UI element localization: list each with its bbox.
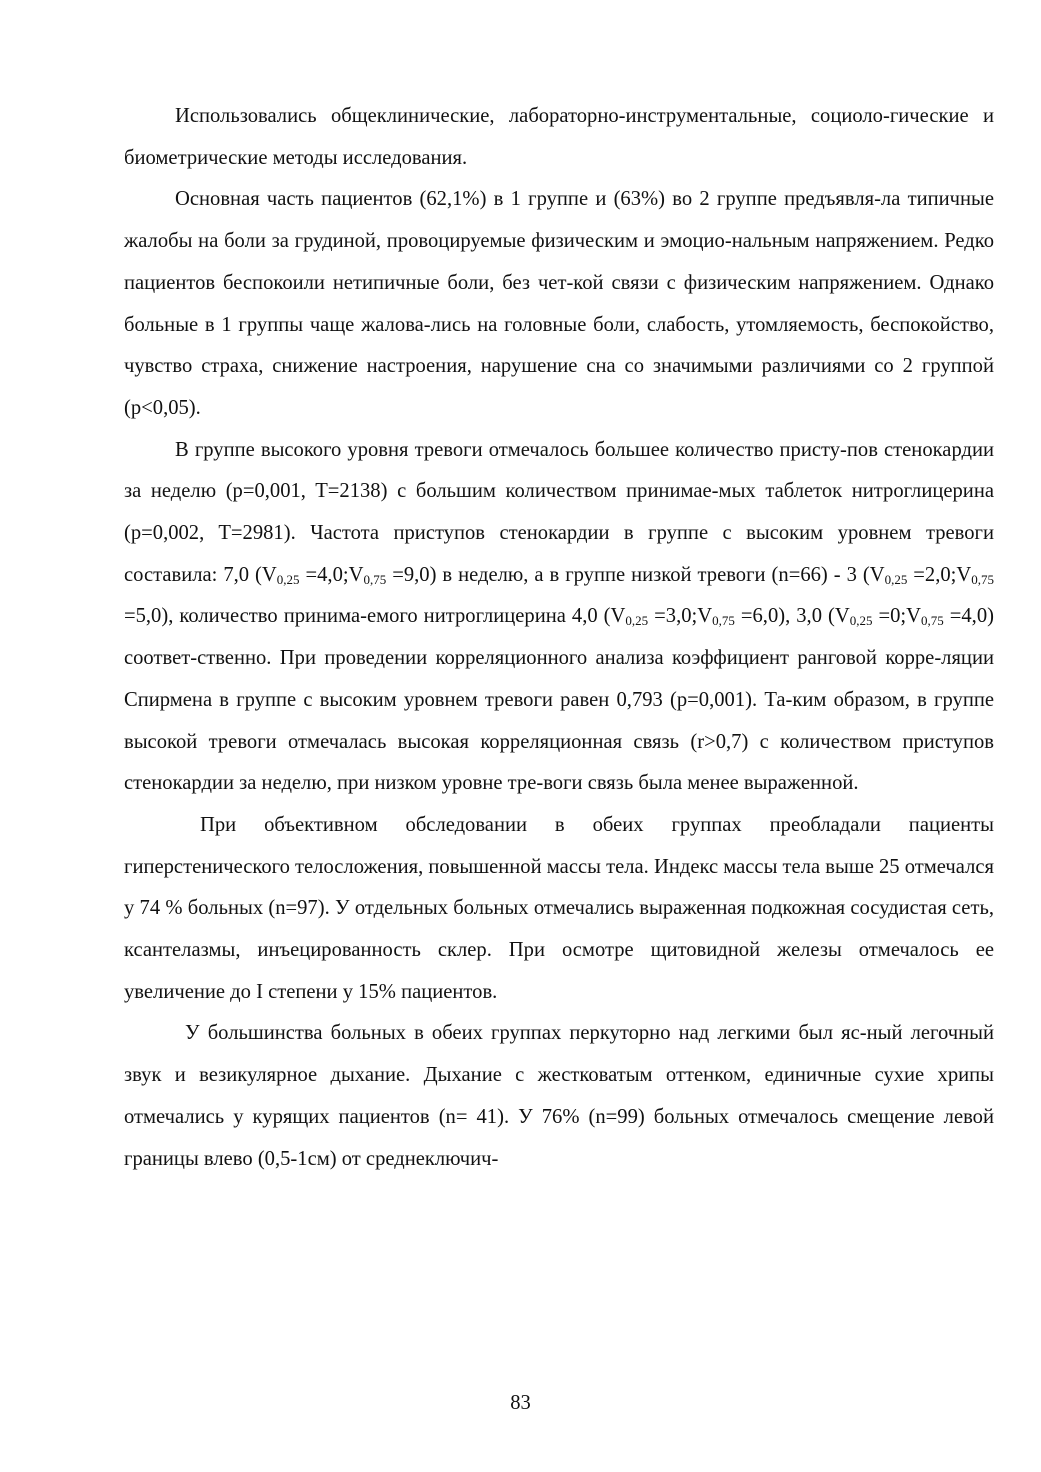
body-text xyxy=(124,96,994,1180)
paragraph-methods: Использовались общеклинические, лабораторно-инструментальные, социоло-гические и биометрические методы исследования. xyxy=(124,105,994,169)
paragraph-lungs: У большинства больных в обеих группах перкуторно над легкими был яс-ный легочный звук и везикулярное дыхание. Дыхание с жестковатым оттенком, единичные сухие хрипы отмечались у курящих пациентов (n= 41). У 76% (n=99) больных отмечалось смещение левой границы влево (0,5-1см) от среднеключич- xyxy=(124,1022,994,1170)
paragraph-objective-exam: При объективном обследовании в обеих группах преобладали пациенты гиперстенического телосложения, повышенной массы тела. Индекс массы тела выше 25 отмечался у 74 % больных (n=97). У отдельных больных отмечались выраженная подкожная сосудистая сеть, ксантелазмы, инъецированность склер. При осмотре щитовидной железы отмечалось ее увеличение до I степени у 15% пациентов. xyxy=(124,813,994,1003)
paragraph-anxiety-angina: В группе высокого уровня тревоги отмечалось большее количество присту-пов стенокардии за неделю (p=0,001, T=2138) с большим количеством принимае-мых таблеток нитроглицерина (p=0,002, T=2981). Частота приступов стенокардии в группе с высоким уровнем тревоги составила: 7,0 ($V_{0,25}$ $=4,0;V_{0,75} =9,0$) в неделю, а в группе низкой тревоги (n=66) - 3 ($V_{0,25}$ $=2,0;V_{0,75} =5,0$), количество принима-емого нитроглицерина 4,0 ($V_{0,25}$ $=3,0;V_{0,75} =6,0$), 3,0 ($V_{0,25}$ $=0;V_{0,75} =4,0$) соответ-ственно. При проведении корреляционного анализа коэффициент ранговой корре-ляции Спирмена в группе с высоким уровнем тревоги равен 0,793 (p=0,001). Та-ким образом, в группе высокой тревоги отмечалась высокая корреляционная связь (r>0,7) с количеством приступов стенокардии за неделю, при низком уровне тре-воги связь была менее выраженной. xyxy=(124,438,995,795)
paragraph-complaints: Основная часть пациентов (62,1%) в 1 группе и (63%) во 2 группе предъявля-ла типичные жалобы на боли за грудиной, провоцируемые физическим и эмоцио-нальным напряжением. Редко пациентов беспокоили нетипичные боли, без чет-кой связи с физическим напряжением. Однако больные в 1 группы чаще жалова-лись на головные боли, слабость, утомляемость, беспокойство, чувство страха, снижение настроения, нарушение сна со значимыми различиями со 2 группой (p<0,05). xyxy=(124,188,994,419)
page-number: 83 xyxy=(510,1392,531,1414)
